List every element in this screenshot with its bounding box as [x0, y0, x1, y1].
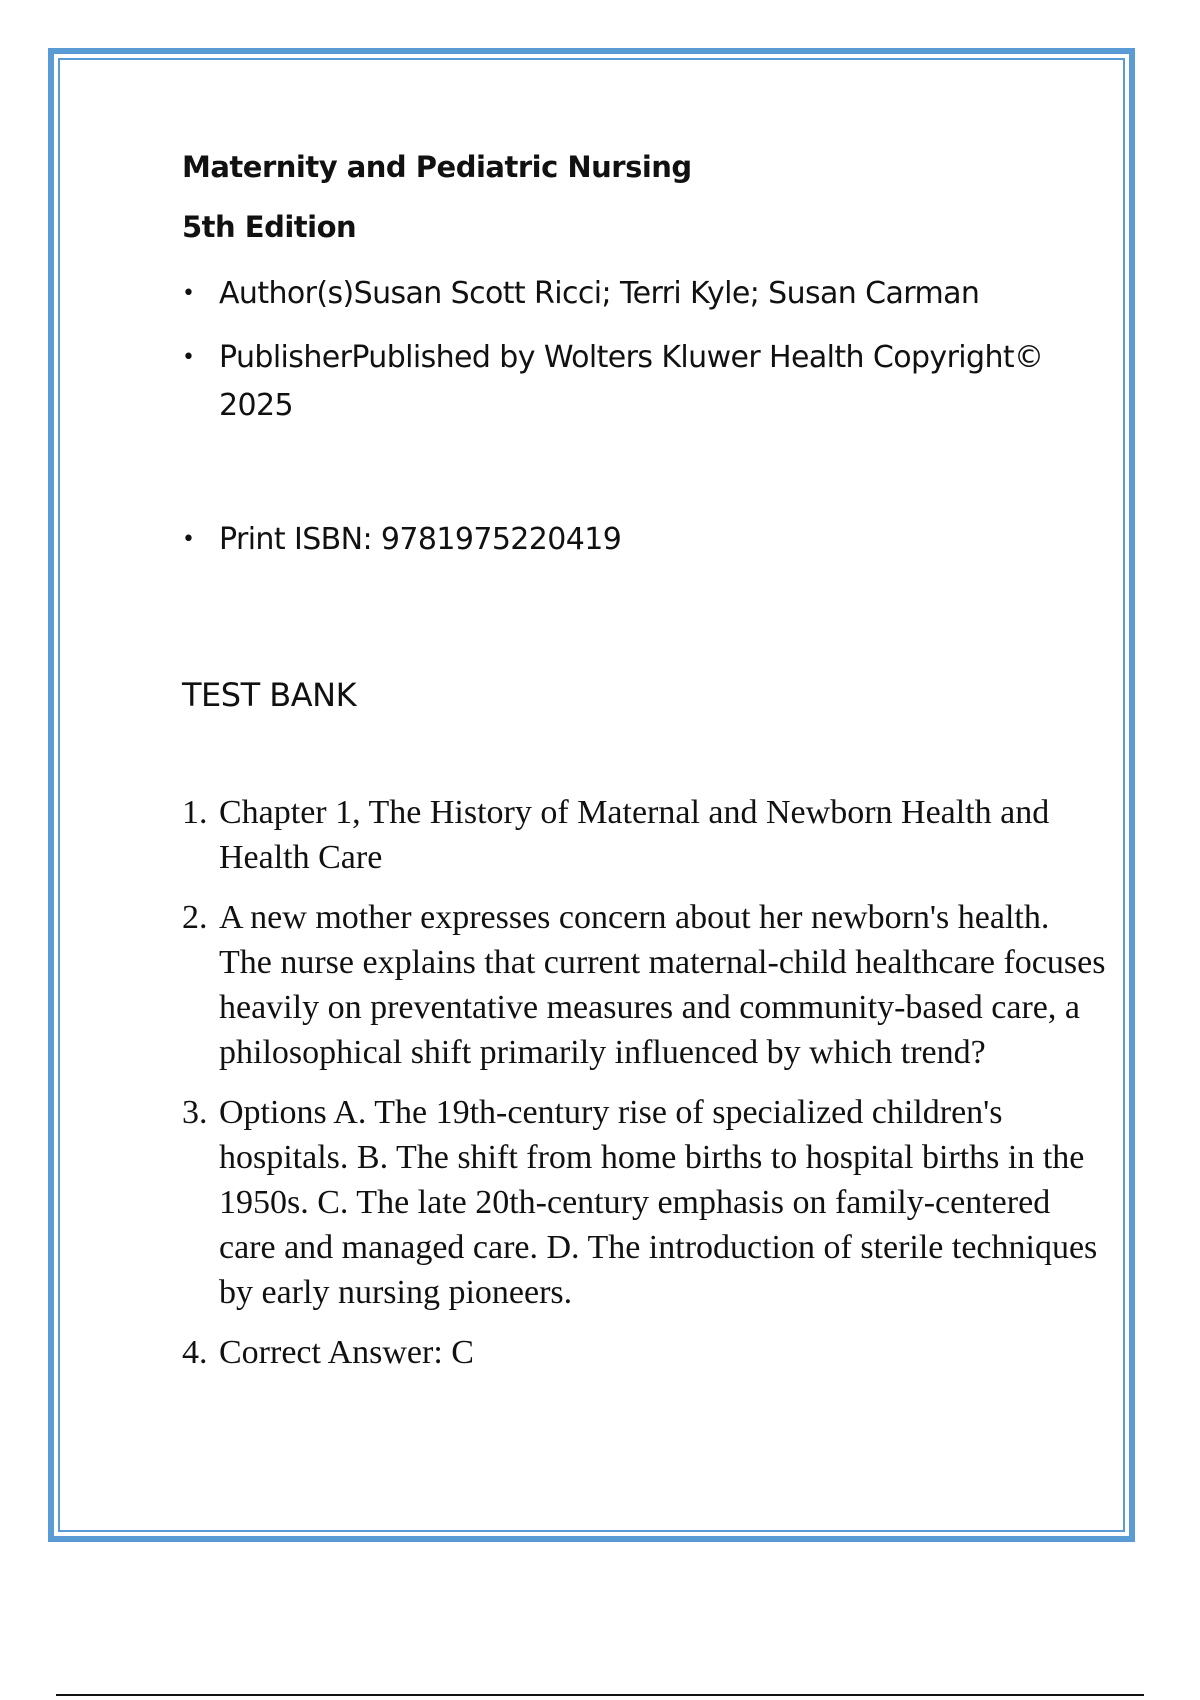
section-heading: TEST BANK	[182, 676, 357, 714]
meta-publisher-text: PublisherPublished by Wolters Kluwer Health Copyright© 2025	[219, 340, 1044, 423]
bullet-icon: •	[182, 527, 195, 552]
document-body	[182, 140, 1106, 1390]
footer-divider	[56, 1694, 1144, 1696]
book-title: Maternity and Pediatric Nursing	[182, 150, 692, 184]
meta-authors	[182, 270, 1102, 318]
item-number: 2.	[182, 899, 208, 936]
list-item	[182, 895, 1109, 1075]
bullet-icon: •	[182, 281, 195, 306]
item-number: 1.	[182, 794, 208, 831]
list-item	[182, 790, 1109, 880]
meta-publisher	[182, 334, 1102, 430]
item-number: 4.	[182, 1334, 208, 1371]
item-text: A new mother expresses concern about her newborn's health. The nurse explains that current maternal-child healthcare focuses heavily on preventative measures and community-based care, a philosophical shift primarily influenced by which trend?	[219, 899, 1106, 1071]
meta-authors-text: Author(s)Susan Scott Ricci; Terri Kyle; Susan Carman	[219, 276, 980, 311]
item-text: Chapter 1, The History of Maternal and Newborn Health and Health Care	[219, 794, 1050, 876]
book-meta-list	[182, 270, 1102, 564]
item-text: Options A. The 19th-century rise of specialized children's hospitals. B. The shift from home births to hospital births in the 1950s. C. The late 20th-century emphasis on family-centered care and managed care. D. The introduction of sterile techniques by early nursing pioneers.	[219, 1094, 1098, 1311]
meta-isbn	[182, 516, 1102, 564]
book-edition: 5th Edition	[182, 210, 357, 244]
list-item	[182, 1090, 1109, 1315]
list-item	[182, 1330, 1109, 1375]
question-list	[182, 790, 1106, 1375]
item-text: Correct Answer: C	[219, 1334, 474, 1371]
bullet-icon: •	[182, 345, 195, 370]
item-number: 3.	[182, 1094, 208, 1131]
meta-isbn-text: Print ISBN: 9781975220419	[219, 522, 622, 557]
